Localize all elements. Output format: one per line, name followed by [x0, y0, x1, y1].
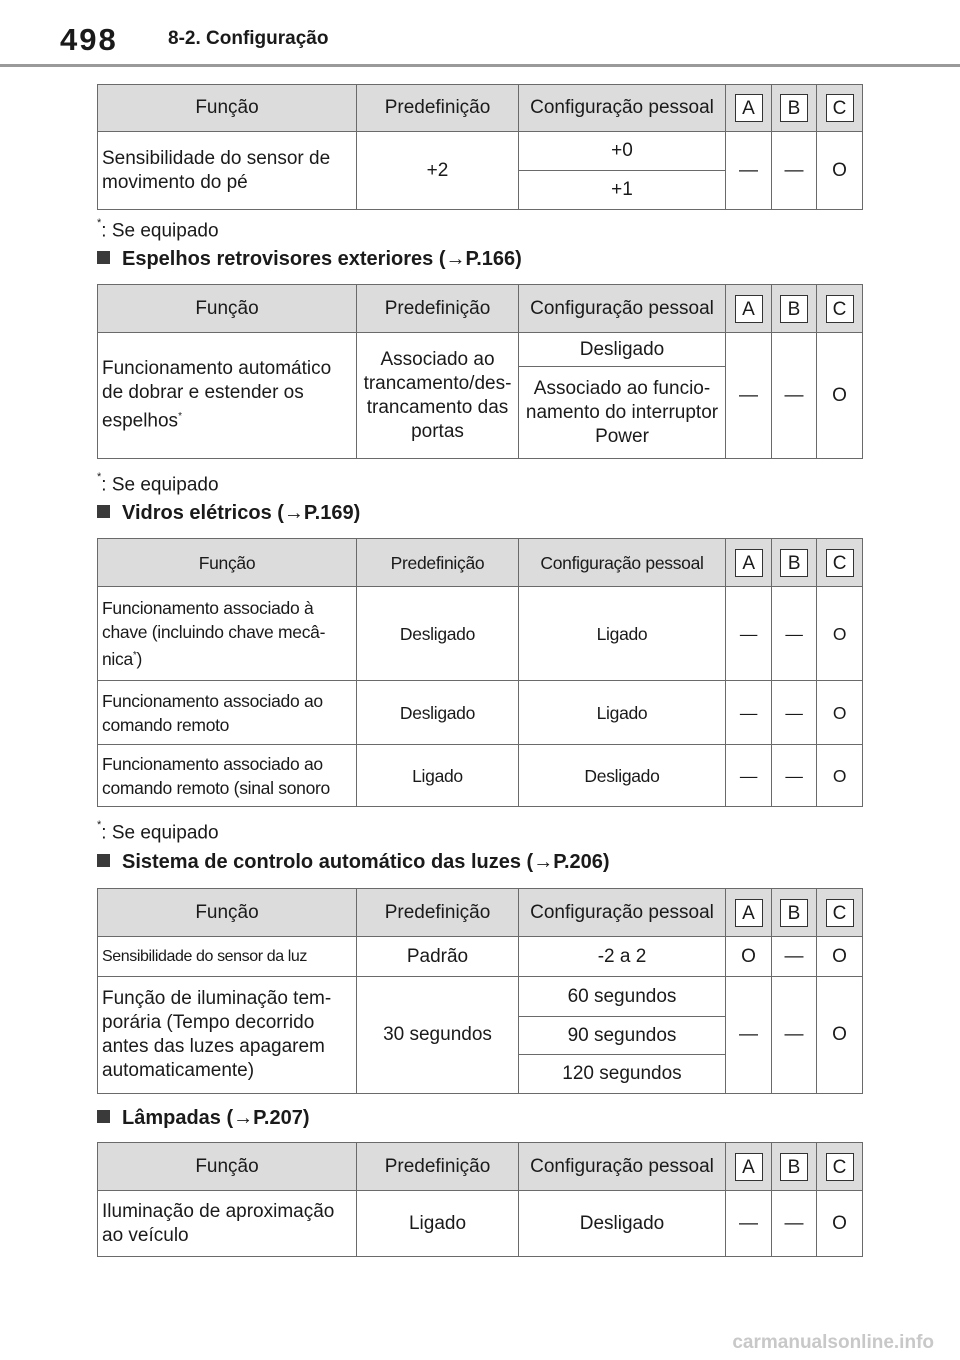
cell-b: —: [772, 333, 817, 459]
cell-funcao: Sensibilidade do sensor da luz: [98, 937, 357, 977]
subsection-heading: Lâmpadas (→P.207): [97, 1107, 310, 1130]
cell-funcao: Funcionamento automático de dobrar e estender os espelhos*: [98, 333, 357, 459]
col-header-a: A: [726, 285, 772, 333]
cell-c: O: [817, 937, 863, 977]
col-header-predef: Predefinição: [357, 85, 519, 132]
cell-c: O: [817, 681, 863, 745]
table-header-row: [98, 539, 863, 587]
cell-funcao: Funcionamento associado ao comando remoto (sinal sonoro: [98, 745, 357, 807]
table-header-row: [98, 285, 863, 333]
table-header-row: [98, 85, 863, 132]
cell-a: —: [726, 977, 772, 1094]
cell-a: O: [726, 937, 772, 977]
col-header-funcao: Função: [98, 889, 357, 937]
table-auto-lights: [97, 888, 863, 1094]
table-row: [98, 1191, 863, 1257]
cell-b: —: [772, 1191, 817, 1257]
cell-config: Ligado: [519, 587, 726, 681]
footnote: *: Se equipado: [97, 217, 219, 242]
cell-option: 90 segundos: [519, 1017, 726, 1055]
table-row: [98, 587, 863, 681]
subsection-heading: Vidros elétricos (→P.169): [97, 502, 360, 525]
cell-option: +1: [519, 171, 726, 210]
bullet-square-icon: [97, 854, 110, 867]
cell-config: Desligado: [519, 745, 726, 807]
col-header-a: A: [726, 1143, 772, 1191]
subsection-heading: Sistema de controlo automático das luzes (→P.206): [97, 851, 610, 874]
cell-a: —: [726, 333, 772, 459]
cell-predef: Ligado: [357, 1191, 519, 1257]
cell-a: —: [726, 745, 772, 807]
cell-predef: Padrão: [357, 937, 519, 977]
cell-c: O: [817, 745, 863, 807]
col-header-funcao: Função: [98, 85, 357, 132]
cell-option: +0: [519, 132, 726, 171]
cell-predef: Desligado: [357, 587, 519, 681]
cell-c: O: [817, 977, 863, 1094]
bullet-square-icon: [97, 505, 110, 518]
cell-b: —: [772, 681, 817, 745]
col-header-c: C: [817, 1143, 863, 1191]
cell-a: —: [726, 681, 772, 745]
table-header-row: [98, 889, 863, 937]
col-header-config: Configuração pessoal: [519, 1143, 726, 1191]
col-header-a: A: [726, 539, 772, 587]
cell-b: —: [772, 132, 817, 210]
cell-a: —: [726, 132, 772, 210]
cell-config: -2 a 2: [519, 937, 726, 977]
table-windows: [97, 538, 863, 807]
col-header-config: Configuração pessoal: [519, 85, 726, 132]
cell-config: Ligado: [519, 681, 726, 745]
cell-funcao: Funcionamento associado ao comando remoto: [98, 681, 357, 745]
col-header-b: B: [772, 539, 817, 587]
cell-predef: Ligado: [357, 745, 519, 807]
col-header-config: Configuração pessoal: [519, 889, 726, 937]
cell-a: —: [726, 1191, 772, 1257]
col-header-config: Configuração pessoal: [519, 539, 726, 587]
section-title: 8-2. Configuração: [168, 28, 329, 49]
cell-predef: Associado ao trancamento/des-trancamento das portas: [357, 333, 519, 459]
table-row: [98, 132, 863, 171]
table-header-row: [98, 1143, 863, 1191]
subsection-heading: Espelhos retrovisores exteriores (→P.166): [97, 248, 522, 271]
watermark: carmanualsonline.info: [732, 1332, 934, 1353]
cell-option: 60 segundos: [519, 977, 726, 1017]
col-header-b: B: [772, 285, 817, 333]
table-lamps: [97, 1142, 863, 1257]
cell-predef: Desligado: [357, 681, 519, 745]
col-header-c: C: [817, 85, 863, 132]
cell-b: —: [772, 937, 817, 977]
col-header-predef: Predefinição: [357, 889, 519, 937]
header-rule: [0, 64, 960, 67]
col-header-b: B: [772, 1143, 817, 1191]
footnote: *: Se equipado: [97, 819, 219, 844]
cell-predef: +2: [357, 132, 519, 210]
cell-option: Associado ao funcio-namento do interruptor Power: [519, 367, 726, 459]
cell-funcao: Função de iluminação tem-porária (Tempo decorrido antes das luzes apagarem automaticamente): [98, 977, 357, 1094]
cell-c: O: [817, 1191, 863, 1257]
table-row: [98, 333, 863, 367]
col-header-predef: Predefinição: [357, 1143, 519, 1191]
cell-funcao: Sensibilidade do sensor de movimento do pé: [98, 132, 357, 210]
cell-funcao: Funcionamento associado à chave (incluindo chave mecâ-nica*): [98, 587, 357, 681]
table-row: [98, 745, 863, 807]
cell-b: —: [772, 587, 817, 681]
cell-c: O: [817, 333, 863, 459]
cell-funcao: Iluminação de aproximação ao veículo: [98, 1191, 357, 1257]
col-header-b: B: [772, 889, 817, 937]
col-header-a: A: [726, 889, 772, 937]
page-header: [0, 0, 960, 66]
col-header-predef: Predefinição: [357, 539, 519, 587]
col-header-a: A: [726, 85, 772, 132]
table-row: [98, 977, 863, 1017]
col-header-funcao: Função: [98, 1143, 357, 1191]
cell-option: 120 segundos: [519, 1055, 726, 1094]
cell-b: —: [772, 977, 817, 1094]
col-header-c: C: [817, 285, 863, 333]
cell-c: O: [817, 132, 863, 210]
cell-c: O: [817, 587, 863, 681]
col-header-predef: Predefinição: [357, 285, 519, 333]
cell-config: Desligado: [519, 1191, 726, 1257]
col-header-funcao: Função: [98, 285, 357, 333]
footnote: *: Se equipado: [97, 471, 219, 496]
cell-predef: 30 segundos: [357, 977, 519, 1094]
cell-a: —: [726, 587, 772, 681]
col-header-config: Configuração pessoal: [519, 285, 726, 333]
cell-b: —: [772, 745, 817, 807]
table-row: [98, 681, 863, 745]
col-header-c: C: [817, 889, 863, 937]
col-header-funcao: Função: [98, 539, 357, 587]
cell-option: Desligado: [519, 333, 726, 367]
col-header-c: C: [817, 539, 863, 587]
page-number: 498: [60, 22, 118, 57]
table-foot-sensor: [97, 84, 863, 210]
col-header-b: B: [772, 85, 817, 132]
bullet-square-icon: [97, 251, 110, 264]
bullet-square-icon: [97, 1110, 110, 1123]
table-row: [98, 937, 863, 977]
table-mirrors: [97, 284, 863, 459]
